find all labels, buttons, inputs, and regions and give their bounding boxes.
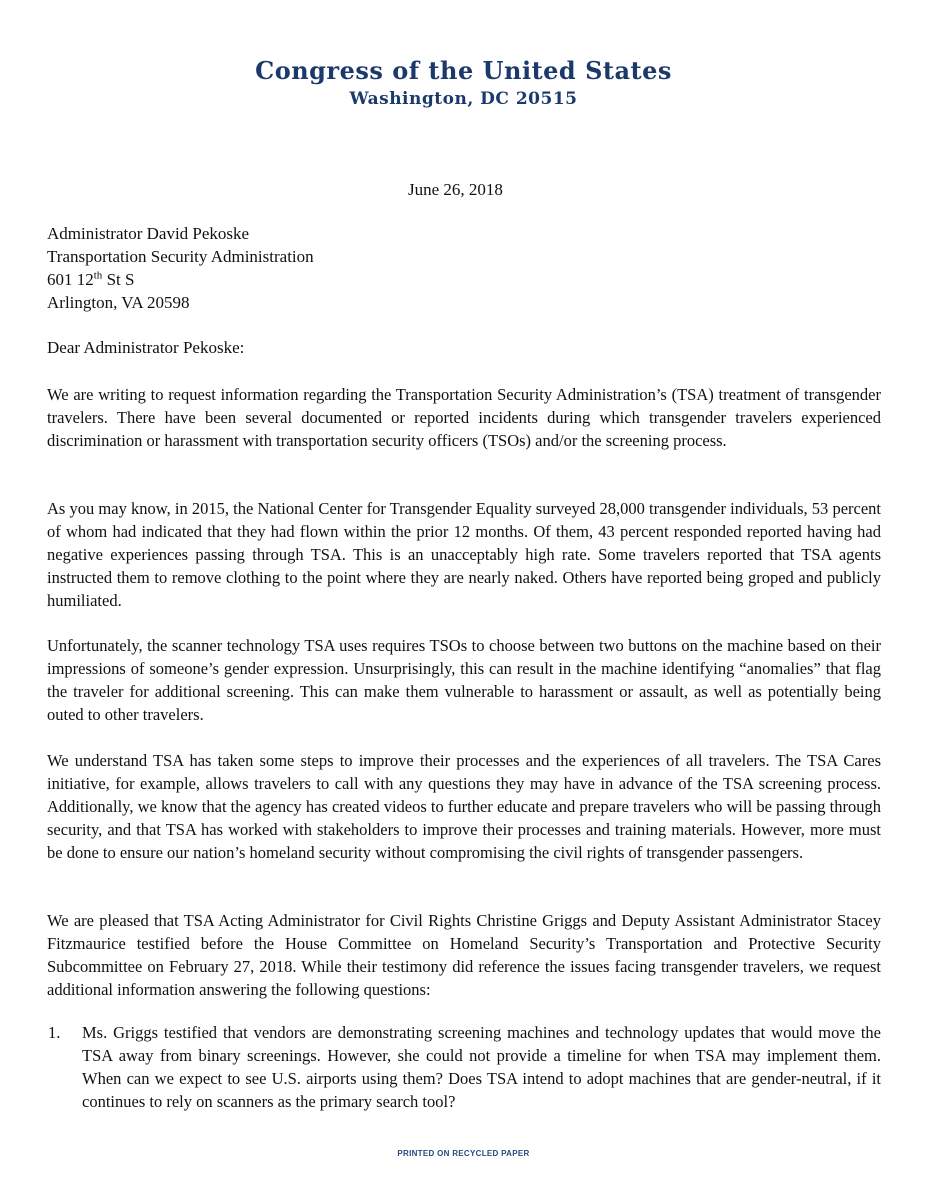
recipient-street	[47, 268, 314, 291]
body-paragraph-scanner: Unfortunately, the scanner technology TSA uses requires TSOs to choose between two buttons on the machine based on their impressions of someone’s gender expression. Unsurprisingly, this can result in the machine identifying “anomalies” that flag the traveler for additional screening. This can make them vulnerable to harassment or assault, as well as potentially being outed to other travelers.	[47, 636, 881, 724]
question-number: 1.	[48, 1023, 61, 1042]
letter-date: June 26, 2018	[408, 180, 503, 199]
questions-list	[47, 1021, 881, 1113]
letterhead-organization: Congress of the United States	[255, 56, 672, 85]
letterhead-address: Washington, DC 20515	[349, 89, 578, 109]
question-text: Ms. Griggs testified that vendors are demonstrating screening machines and technology updates that would move the TSA away from binary screenings. However, she could not provide a timeline for when TSA may implement them. When can we expect to see U.S. airports using them? Does TSA intend to adopt machines that are gender-neutral, if it continues to rely on scanners as the primary search tool?	[82, 1023, 881, 1111]
street-ordinal-suffix: th	[93, 269, 103, 282]
recipient-address-block	[47, 222, 314, 314]
recipient-agency: Transportation Security Administration	[47, 247, 314, 266]
body-paragraph-testimony: We are pleased that TSA Acting Administrator for Civil Rights Christine Griggs and Deputy Assistant Administrator Stacey Fitzmaurice testified before the House Committee on Homeland Security’s Transportation and Protective Security Subcommittee on February 27, 2018. While their testimony did reference the issues facing transgender travelers, we request additional information answering the following questions:	[47, 911, 881, 999]
body-paragraph-survey: As you may know, in 2015, the National Center for Transgender Equality surveyed 28,000 transgender individuals, 53 percent of whom had indicated that they had flown within the prior 12 months. Of them, 43 percent responded reported having had negative experiences passing through TSA. This is an unacceptably high rate. Some travelers reported that TSA agents instructed them to remove clothing to the point where they are nearly naked. Others have reported being groped and publicly humiliated.	[47, 499, 881, 610]
question-item	[47, 1021, 881, 1113]
recipient-name: Administrator David Pekoske	[47, 224, 250, 243]
recipient-city-state-zip: Arlington, VA 20598	[47, 293, 190, 312]
salutation: Dear Administrator Pekoske:	[47, 338, 245, 357]
body-paragraph-tsa-steps: We understand TSA has taken some steps to improve their processes and the experiences of all travelers. The TSA Cares initiative, for example, allows travelers to call with any questions they may have in advance of the TSA screening process. Additionally, we know that the agency has created videos to further educate and prepare travelers who will be passing through security, and that TSA has worked with stakeholders to improve their processes and training materials. However, more must be done to ensure our nation’s homeland security without compromising the civil rights of transgender passengers.	[47, 751, 881, 862]
letterhead	[0, 56, 927, 110]
recycled-paper-footer: PRINTED ON RECYCLED PAPER	[397, 1149, 530, 1158]
body-paragraph-intro: We are writing to request information regarding the Transportation Security Administration’s (TSA) treatment of transgender travelers. There have been several documented or reported incidents during which transgender travelers experienced discrimination or harassment with transportation security officers (TSOs) and/or the screening process.	[47, 385, 881, 450]
street-number: 601 12	[47, 270, 94, 289]
street-name: St S	[102, 270, 135, 289]
